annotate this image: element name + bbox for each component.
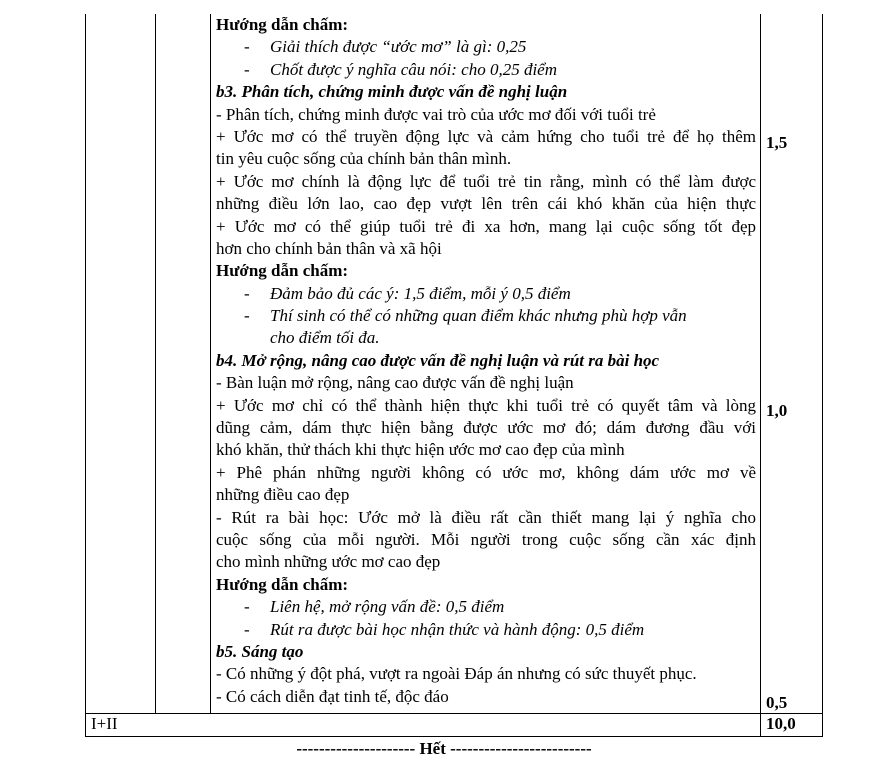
paragraph-line: cho mình những ước mơ cao đẹp	[216, 552, 441, 572]
end-marker: --------------------- Hết -------------------------	[296, 739, 592, 758]
column-divider-3	[760, 14, 761, 736]
guide-item: - Đảm bảo đủ các ý: 1,5 điểm, mỗi ý 0,5 điểm	[244, 283, 571, 303]
score-b3: 1,5	[766, 133, 788, 152]
paragraph-line: khó khăn, thử thách khi thực hiện ước mơ cao đẹp của mình	[216, 440, 625, 460]
score-b5: 0,5	[766, 693, 788, 712]
rubric-content	[216, 14, 756, 708]
paragraph-line: những điều lớn lao, cao đẹp vượt lên trên cái khó khăn của hiện thực	[216, 194, 756, 214]
guide-heading: Hướng dẫn chấm:	[216, 574, 349, 594]
paragraph-line: - Rút ra bài học: Ước mở là điều rất cần thiết mang lại ý nghĩa cho	[216, 507, 756, 527]
paragraph-line: hơn cho chính bản thân và xã hội	[216, 238, 442, 258]
paragraph-line: + Phê phán những người không có ước mơ, không dám ước mơ về	[216, 462, 756, 482]
paragraph-line: tin yêu cuộc sống của chính bản thân mình.	[216, 149, 512, 169]
total-row-score: 10,0	[766, 714, 796, 733]
column-divider-2	[210, 14, 211, 714]
paragraph-line: dũng cảm, dám thực hiện bằng được ước mơ đó; dám đương đầu với	[216, 418, 756, 438]
section-heading-b4: b4. Mở rộng, nâng cao được vấn đề nghị luận và rút ra bài học	[216, 350, 660, 370]
guide-item: - Chốt được ý nghĩa câu nói: cho 0,25 điểm	[244, 59, 557, 79]
paragraph-line: + Ước mơ có thể truyền động lực và cảm hứng cho tuổi trẻ để họ thêm	[216, 126, 756, 146]
paragraph-line: + Ước mơ chính là động lực để tuổi trẻ tin rằng, mình có thể làm được	[216, 171, 756, 191]
score-b4: 1,0	[766, 401, 788, 420]
total-row-top-border	[85, 713, 823, 714]
paragraph-line: cuộc sống của mỗi người. Mỗi người trong cuộc sống cần xác định	[216, 529, 756, 549]
section-heading-b3: b3. Phân tích, chứng minh được vấn đề nghị luận	[216, 82, 568, 102]
paragraph-line: - Có cách diễn đạt tinh tế, độc đáo	[216, 686, 449, 706]
column-divider-1	[155, 14, 156, 714]
guide-item: - Giải thích được “ước mơ” là gì: 0,25	[244, 37, 527, 57]
guide-heading: Hướng dẫn chấm:	[216, 261, 349, 281]
total-row-label: I+II	[91, 714, 118, 733]
paragraph-line: + Ước mơ chỉ có thể thành hiện thực khi tuổi trẻ có quyết tâm và lòng	[216, 395, 756, 415]
section-heading-b5: b5. Sáng tạo	[216, 641, 304, 661]
guide-item: - Liên hệ, mở rộng vấn đề: 0,5 điểm	[244, 597, 505, 617]
guide-item: - Thí sinh có thể có những quan điểm khác nhưng phù hợp vẫn	[244, 306, 687, 326]
guide-heading: Hướng dẫn chấm:	[216, 15, 349, 34]
paragraph-line: - Bàn luận mở rộng, nâng cao được vấn đề nghị luận	[216, 373, 574, 393]
table-right-border	[822, 14, 823, 736]
paragraph-line: - Phân tích, chứng minh được vai trò của ước mơ đối với tuổi trẻ	[216, 104, 656, 124]
guide-item-continuation: cho điểm tối đa.	[270, 328, 380, 348]
paragraph-line: + Ước mơ có thể giúp tuổi trẻ đi xa hơn, mang lại cuộc sống tốt đẹp	[216, 216, 756, 236]
guide-item: - Rút ra được bài học nhận thức và hành động: 0,5 điểm	[244, 619, 645, 639]
table-left-border	[85, 14, 86, 736]
paragraph-line: những điều cao đẹp	[216, 485, 350, 505]
table-bottom-border	[85, 736, 823, 737]
paragraph-line: - Có những ý đột phá, vượt ra ngoài Đáp án nhưng có sức thuyết phục.	[216, 664, 697, 684]
